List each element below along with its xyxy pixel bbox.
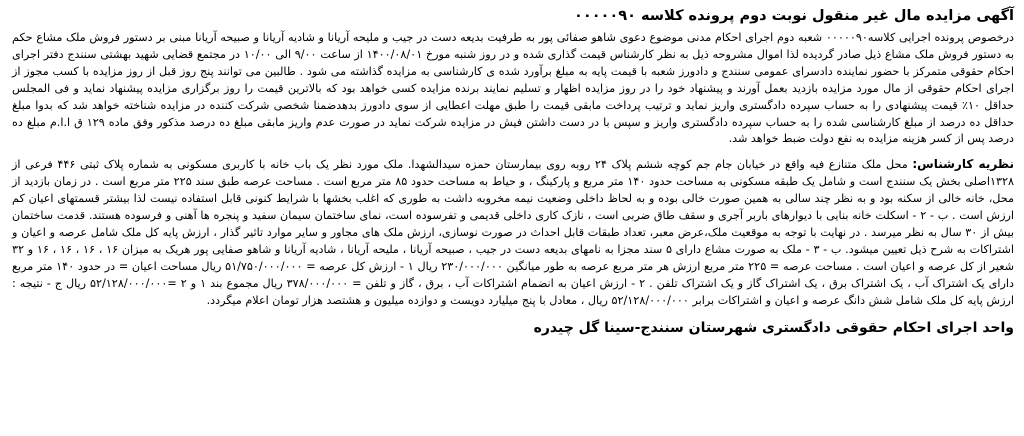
expert-opinion-text: محل ملک متنازع فیه واقع در خیابان جام جم کوچه ششم پلاک ۲۴ روبه روی بیمارستان حمزه سیدالشهدا. ملک مورد نظر یک باب خانه با کاربری مسکونی به شماره پلاک ثبتی ۴۴۶ فرعی از ۱۳۲۸اصلی بخش یک سنندج است و شامل یک طبقه مسکونی به مساحت حدود ۱۴۰ متر مربع و پارکینگ ، و حیاط به مساحت حدود ۸۵ متر مربع است . مساحت عرصه طبق سند ۲۲۵ متر مربع است . در زمان بازدید از محل، خانه خالی از سکنه بود و به نظر چند سالی به همین صورت خالی بوده و به لحاظ داخلی وضعیت نیمه مخروبه داشت به طوری که اغلب بخشها با شرایط کنونی قابل استفاده نیست لذا بیشتر قسمتهای اعیان کم ارزش است . ب - ۲ - اسکلت خانه بنایی با دیوارهای باربر آجری و سقف طاق ضربی است ، نازک کاری داخلی قدیمی و تفرسوده است، نمای ساختمان سیمان سفید و پنجره ها آهنی و فرسوده هستند. قدمت ساختمان بیش از ۳۰ سال به نظر میرسد . در نهایت با توجه به موقعیت ملک،عرض معبر، تعداد طبقات قابل احداث در صورت نوسازی، ارزش ملک های مجاور و سایر موارد تاثیر گذار ، ارزش پایه کل ملک شامل عرصه و اعیان و اشتراکات به شرح ذیل تعیین میشود. ب - ۳ - ملک به صورت مشاع دارای ۵ سند مجزا به نامهای بدیعه دست در جیب ، صبیحه آریانا ، ملیحه آریانا ، شادیه آریانا و شاهو صفایی پور هریک به میزان ۱۶ ، ۱۶ ، ۱۶ ، ۱۶ و ۳۲ شعیر از کل عرصه و اعیان است . مساحت عرصه = ۲۲۵ متر مربع ارزش هر متر مربع عرصه به طور میانگین ۲۳۰/۰۰۰/۰۰۰ ریال ۱ - ارزش کل عرصه = ۵۱/۷۵۰/۰۰۰/۰۰۰ ریال مساحت اعیان = در حدود ۱۴۰ متر مربع دارای یک اشتراک آب ، یک اشتراک برق ، یک اشتراک گاز و یک اشتراک تلفن . ۲ - ارزش اعیان به انضمام اشتراکات آب ، برق ، گاز و تلفن = ۳۷۸/۰۰۰/۰۰۰ ریال مجموع بند ۱ و ۲ =۵۲/۱۲۸/۰۰۰/۰۰۰ ریال ج - نتیجه : ارزش پایه کل ملک شامل شش دانگ عرصه و اعیان و اشتراکات برابر ۵۲/۱۲۸/۰۰۰/۰۰۰ ریال ، معادل با پنج میلیارد دویست و دوازده میلیون و هشتصد هزار تومان اعلام میگردد. [12,158,1015,307]
notice-paragraph-auction-terms: درخصوص پرونده اجرایی کلاسه۰۰۰۰۰۹۰ شعبه دوم اجرای احکام مدنی موضوع دعوی شاهو صفائی پور به طرفیت بدیعه دست در جیب و ملیحه آریانا و شادیه آریانا و صبیحه آریانا مبنی بر دستور فروش ملک مشاع حکم به دستور فروش ملک مشاع ذیل صادر گردیده لذا اموال مشروحه ذیل به نظر کارشناس قیمت گذاری شده و در روز شنبه مورخ ۱۴۰۰/۰۸/۰۱ از ساعت ۹/۰۰ الی ۱۰/۰۰ در مجتمع قضایی شهید بهشتی سنندج دفتر اجرای احکام حقوقی متمرکز با حضور نماینده دادسرای عمومی سنندج و دادورز شعبه با قیمت پایه به مبلغ برآورد شده ی کارشناسی به مزایده گذاشته می شود . طالبین می توانند پنج روز قبل از روز مزایده با کسب مجوز از اجرای احکام حقوقی از مال مورد مزایده بازدید بعمل آورند و پیشنهاد خود را در روز مزایده اظهار و تسلیم نمایند برنده مزایده کسی خواهد بود که بالاترین قیمت را روز برگزاری مزایده پیشنهاد نماید و فی المجلس حداقل ۱۰٪ قیمت پیشنهادی را به حساب سپرده دادگستری واریز نماید و ترتیب پرداخت مابقی قیمت را طبق مهلت اعطایی از سوی دادورز بدهدضمنا شخصی شرکت کننده در مزایده شناخته خواهد شد که بدوا مبلغ حداقل ده درصد از مبلغ کارشناسی شده را به حساب سپرده دادگستری واریز و سپس با در دست داشتن فیش در مزایده شرکت نماید در صورت عدم واریز مابقی مبلغ ده درصد مذکور وفق ماده ۱۲۹ ق ا.ا.م مبلغ ده درصد پس از کسر هزینه مزایده به نفع دولت ضبط خواهد شد. [12,31,1014,146]
notice-signature: واحد اجرای احکام حقوقی دادگستری شهرستان سنندج-سینا گل چیدره [533,319,1014,336]
notice-paragraph-expert-opinion [12,156,1014,309]
expert-opinion-heading: نظریه کارشناس: [912,157,1014,172]
notice-title: آگهی مزایده مال غیر منقول نوبت دوم پرونده کلاسه ۰۰۰۰۰۹۰ [574,8,1014,24]
